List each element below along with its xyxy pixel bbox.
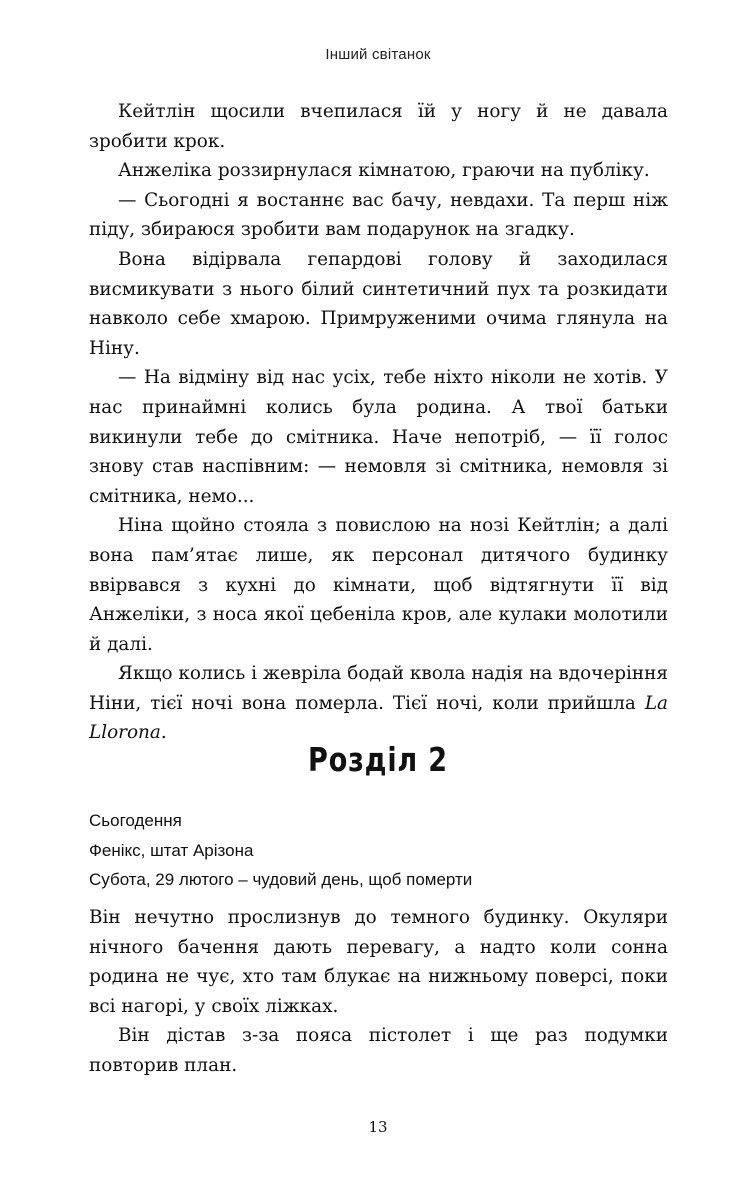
text-block-top <box>89 97 668 748</box>
running-head: Інший світанок <box>325 46 431 63</box>
text-block-bottom <box>89 903 668 1081</box>
paragraph-with-italic <box>89 659 668 748</box>
italic-phrase: La Llorona <box>89 692 668 744</box>
dateline-time: Сьогодення <box>89 811 182 830</box>
page-number: 13 <box>368 1118 388 1136</box>
dateline-place: Фенікс, штат Арізона <box>89 840 254 860</box>
chapter-title: Розділ 2 <box>308 740 448 779</box>
paragraph: Кейтлін щосили вчепилася їй у ногу й не давала зробити крок. <box>89 101 668 152</box>
paragraph: — На відміну від нас усіх, тебе ніхто ніколи не хотів. У нас принаймні колись була родина. А твої батьки викинули тебе до смітника. Наче непотріб, — її голос знову став наспівним: — немовля зі смітника, немовля зі смітника, немо... <box>89 367 668 507</box>
paragraph-text: Якщо колись і жевріла бодай квола надія на вдочеріння Ніни, тієї ночі вона померла. Тієї ночі, коли прийшла <box>89 663 668 714</box>
paragraph: Анжеліка роззирнулася кімнатою, граючи на публіку. <box>118 160 650 182</box>
paragraph: Вона відірвала гепардові голову й заходилася висмикувати з нього білий синтетичний пух та розкидати навколо себе хмарою. Примруженими очима глянула на Ніну. <box>89 248 668 359</box>
paragraph: Він нечутно прослизнув до темного будинку. Окуляри нічного бачення дають перевагу, а надто коли сонна родина не чує, хто там блукає на нижньому поверсі, поки всі нагорі, у своїх ліжках. <box>89 907 668 1017</box>
paragraph: — Сьогодні я востаннє вас бачу, невдахи. Та перш ніж піду, збираюся зробити вам подарунок на згадку. <box>89 189 668 241</box>
paragraph-end: . <box>160 722 167 744</box>
paragraph: Він дістав з-за пояса пістолет і ще раз подумки повторив план. <box>89 1025 668 1076</box>
dateline-date: Субота, 29 лютого – чудовий день, щоб померти <box>89 870 473 889</box>
dateline <box>89 806 668 895</box>
paragraph: Ніна щойно стояла з повислою на нозі Кейтлін; а далі вона пам’ятає лише, як персонал дитячого будинку ввірвався з кухні до кімнати, щоб відтягнути її від Анжеліки, з носа якої цебеніла кров, але кулаки молотили й далі. <box>89 515 668 655</box>
